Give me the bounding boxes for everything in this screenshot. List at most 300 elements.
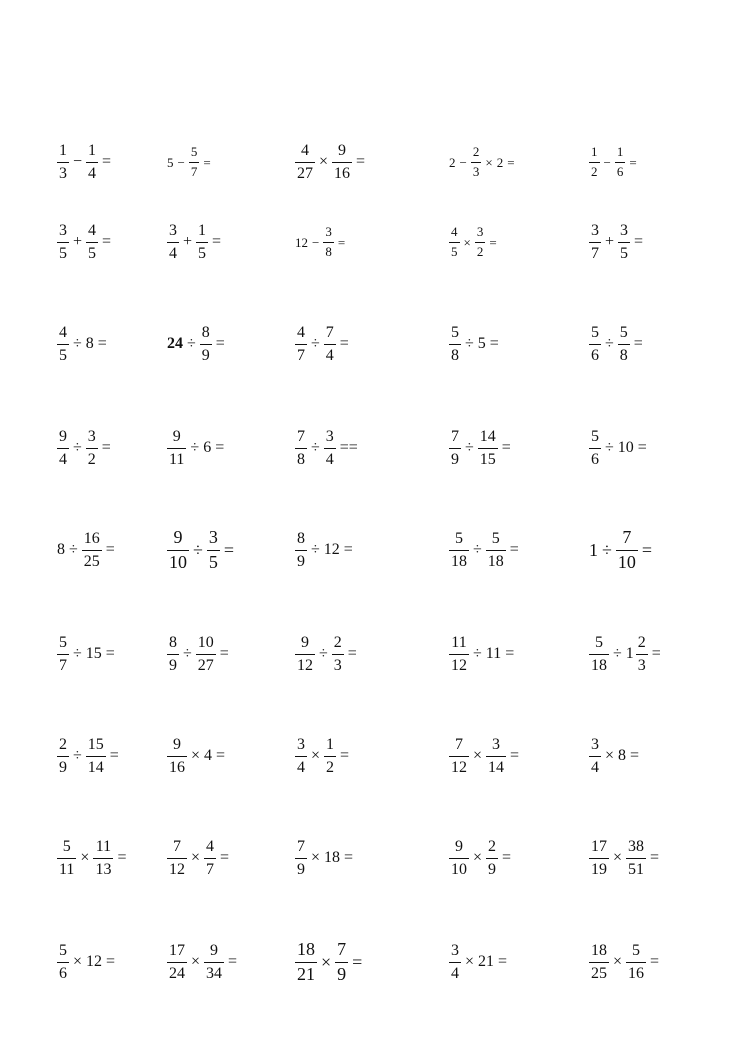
- numerator: 7: [325, 323, 334, 341]
- denominator: 4: [297, 758, 305, 776]
- fraction: [589, 942, 609, 982]
- denominator: 12: [169, 860, 185, 878]
- equals-sign: =: [203, 154, 211, 170]
- denominator: 4: [325, 346, 334, 364]
- fraction-bar: [589, 654, 609, 655]
- numerator: 5: [632, 941, 641, 959]
- fraction-bar: [86, 756, 106, 757]
- fraction-bar: [200, 344, 212, 345]
- math-problem: [448, 212, 500, 272]
- problem-row: [0, 828, 752, 888]
- denominator: 3: [472, 163, 480, 179]
- numerator: 7: [173, 837, 181, 855]
- number: 21: [478, 953, 495, 970]
- fraction-bar: [295, 162, 315, 163]
- operator: ÷: [183, 645, 192, 662]
- denominator: 9: [488, 860, 497, 878]
- operator: ×: [485, 154, 493, 170]
- fraction-bar: [189, 162, 200, 163]
- math-problem: [588, 212, 646, 272]
- fraction: [57, 142, 69, 182]
- numerator: 5: [59, 941, 67, 959]
- fraction: [196, 634, 216, 674]
- fraction: [167, 942, 187, 982]
- numerator: 2: [59, 735, 67, 753]
- fraction-bar: [486, 550, 506, 551]
- fraction-bar: [295, 858, 307, 859]
- numerator: 1: [59, 141, 67, 159]
- fraction-bar: [57, 654, 69, 655]
- numerator: 1: [591, 144, 598, 160]
- fraction: [167, 838, 187, 878]
- equals-sign: =: [97, 335, 107, 352]
- numerator: 8: [201, 323, 210, 341]
- math-problem: [448, 314, 502, 374]
- denominator: 8: [451, 346, 459, 364]
- denominator: 2: [326, 758, 335, 776]
- fraction-bar: [57, 756, 69, 757]
- number: 2: [449, 154, 456, 170]
- numerator: 5: [59, 633, 67, 651]
- denominator: 14: [87, 758, 104, 776]
- denominator: 9: [451, 450, 459, 468]
- math-problem: [294, 726, 352, 786]
- fraction-bar: [626, 858, 646, 859]
- equals-sign: =: [630, 747, 640, 764]
- denominator: 21: [297, 963, 315, 984]
- operator: ×: [605, 747, 615, 764]
- operator: ÷: [193, 540, 203, 560]
- math-problem: [588, 726, 642, 786]
- numerator: 3: [476, 224, 484, 240]
- problem-row: [0, 932, 752, 992]
- denominator: 3: [333, 656, 342, 674]
- fraction: [335, 940, 348, 985]
- math-problem: [448, 624, 517, 684]
- equals-sign: =: [212, 233, 222, 250]
- math-problem: [56, 624, 118, 684]
- equals-sign: =: [651, 645, 661, 662]
- equals-sign: =: [102, 153, 112, 170]
- fraction: [167, 428, 186, 468]
- fraction-bar: [449, 858, 469, 859]
- numerator: 9: [455, 837, 463, 855]
- fraction-bar: [636, 654, 648, 655]
- numerator: 9: [173, 526, 183, 547]
- operator: ÷: [190, 439, 200, 456]
- fraction-bar: [204, 858, 216, 859]
- number: 10: [617, 439, 634, 456]
- fraction: [636, 634, 648, 674]
- numerator: 15: [87, 735, 104, 753]
- operator: ×: [613, 953, 623, 970]
- math-problem: [166, 624, 232, 684]
- math-problem: [166, 828, 232, 888]
- fraction-bar: [323, 242, 334, 243]
- denominator: 15: [479, 450, 496, 468]
- numerator: 3: [492, 735, 501, 753]
- fraction: [589, 222, 601, 262]
- numerator: 1: [616, 144, 624, 160]
- denominator: 4: [451, 964, 459, 982]
- math-problem: [588, 624, 664, 684]
- operator: ÷: [73, 439, 82, 456]
- number: 12: [295, 234, 308, 250]
- operator: ÷: [465, 439, 474, 456]
- operator: ×: [191, 747, 201, 764]
- math-problem: [166, 212, 224, 272]
- equals-sign: =: [507, 154, 515, 170]
- operator: ÷: [465, 335, 474, 352]
- math-problem: [294, 828, 356, 888]
- equals-sign: =: [102, 233, 112, 250]
- operator: ×: [473, 849, 483, 866]
- numerator: 3: [169, 221, 177, 239]
- equals-sign: =: [650, 849, 660, 866]
- denominator: 9: [297, 552, 305, 570]
- fraction: [57, 428, 69, 468]
- denominator: 5: [451, 243, 458, 259]
- fraction-bar: [167, 448, 186, 449]
- fraction: [295, 142, 315, 182]
- number: 5: [167, 154, 174, 170]
- fraction-bar: [167, 962, 187, 963]
- math-problem: [56, 828, 129, 888]
- math-problem: [56, 418, 114, 478]
- denominator: 10: [169, 551, 187, 572]
- denominator: 12: [451, 758, 467, 776]
- numerator: 14: [479, 427, 496, 445]
- fraction-bar: [324, 344, 336, 345]
- math-problem: [166, 418, 227, 478]
- fraction: [589, 145, 600, 179]
- numerator: 3: [208, 526, 218, 547]
- fraction-bar: [295, 962, 317, 963]
- fraction-bar: [335, 962, 348, 963]
- operator: ×: [311, 849, 321, 866]
- fraction-bar: [589, 242, 601, 243]
- fraction-bar: [93, 858, 113, 859]
- fraction-bar: [167, 756, 187, 757]
- math-problem: [588, 520, 655, 580]
- denominator: 14: [488, 758, 505, 776]
- equals-sign: =: [505, 645, 515, 662]
- numerator: 7: [451, 427, 459, 445]
- math-problem: [166, 726, 228, 786]
- operator: ×: [473, 747, 483, 764]
- numerator: 5: [451, 323, 459, 341]
- fraction: [167, 634, 179, 674]
- numerator: 3: [620, 221, 629, 239]
- number: 24: [167, 335, 183, 352]
- fraction: [93, 838, 113, 878]
- fraction: [57, 222, 69, 262]
- math-problem: [294, 212, 348, 272]
- numerator: 5: [619, 323, 628, 341]
- math-problem: [56, 132, 114, 192]
- fraction: [589, 634, 609, 674]
- equals-sign: =: [489, 234, 497, 250]
- numerator: 4: [301, 141, 309, 159]
- numerator: 4: [88, 221, 97, 239]
- numerator: 3: [87, 427, 96, 445]
- fraction-bar: [486, 756, 506, 757]
- denominator: 25: [591, 964, 607, 982]
- number: 12: [323, 541, 340, 558]
- fraction: [475, 225, 486, 259]
- numerator: 7: [297, 837, 305, 855]
- fraction-bar: [204, 962, 224, 963]
- fraction: [618, 324, 630, 364]
- equals-sign: =: [223, 540, 235, 560]
- numerator: 9: [173, 735, 181, 753]
- fraction: [616, 528, 638, 573]
- fraction: [207, 528, 220, 573]
- equals-sign: =: [650, 953, 660, 970]
- fraction: [471, 145, 482, 179]
- equals-sign: =: [634, 233, 644, 250]
- denominator: 11: [59, 860, 75, 878]
- fraction-bar: [295, 654, 315, 655]
- numerator: 3: [59, 221, 67, 239]
- fraction-bar: [618, 344, 630, 345]
- math-problem: [56, 520, 118, 580]
- numerator: 3: [325, 427, 334, 445]
- operator: ×: [465, 953, 475, 970]
- fraction: [167, 528, 189, 573]
- math-problem: [588, 314, 646, 374]
- numerator: 1: [198, 221, 207, 239]
- math-problem: [56, 314, 110, 374]
- equals-sign: =: [347, 645, 357, 662]
- numerator: 17: [591, 837, 607, 855]
- fraction: [57, 942, 69, 982]
- fraction: [449, 736, 469, 776]
- operator: +: [73, 233, 83, 250]
- equals-sign: =: [356, 153, 366, 170]
- denominator: 4: [59, 450, 67, 468]
- numerator: 4: [206, 837, 215, 855]
- denominator: 9: [297, 860, 305, 878]
- fraction: [82, 530, 102, 570]
- operator: ×: [319, 153, 329, 170]
- fraction: [589, 838, 609, 878]
- math-problem: [166, 132, 214, 192]
- fraction: [295, 428, 307, 468]
- numerator: 5: [491, 529, 500, 547]
- equals-sign: =: [641, 540, 653, 560]
- math-problem: [588, 828, 662, 888]
- number: 8: [85, 335, 94, 352]
- number: 4: [204, 747, 213, 764]
- fraction: [57, 838, 76, 878]
- denominator: 2: [87, 450, 96, 468]
- operator: −: [459, 154, 467, 170]
- equals-sign: =: [502, 849, 512, 866]
- fraction: [204, 942, 224, 982]
- denominator: 7: [206, 860, 215, 878]
- fraction: [204, 838, 216, 878]
- fraction-bar: [295, 756, 307, 757]
- denominator: 51: [628, 860, 645, 878]
- equals-sign: =: [215, 439, 225, 456]
- denominator: 4: [591, 758, 599, 776]
- equals-sign: =: [216, 747, 226, 764]
- fraction: [295, 940, 317, 985]
- numerator: 2: [488, 837, 497, 855]
- fraction-bar: [615, 162, 626, 163]
- fraction-bar: [57, 344, 69, 345]
- fraction-bar: [618, 242, 630, 243]
- equals-sign: =: [509, 541, 519, 558]
- fraction-bar: [449, 756, 469, 757]
- fraction-bar: [589, 858, 609, 859]
- operator: ×: [80, 849, 90, 866]
- number: 11: [485, 645, 502, 662]
- fraction-bar: [57, 448, 69, 449]
- fraction-bar: [86, 448, 98, 449]
- fraction-bar: [589, 962, 609, 963]
- equals-sign: =: [629, 154, 637, 170]
- numerator: 38: [628, 837, 645, 855]
- fraction: [615, 145, 626, 179]
- numerator: 1: [88, 141, 97, 159]
- numerator: 7: [297, 427, 305, 445]
- problem-row: [0, 520, 752, 580]
- numerator: 2: [472, 144, 480, 160]
- operator: ÷: [311, 541, 320, 558]
- operator: −: [312, 234, 320, 250]
- fraction-bar: [449, 344, 461, 345]
- numerator: 17: [169, 941, 185, 959]
- operator: ÷: [73, 335, 82, 352]
- fraction: [449, 428, 461, 468]
- math-problem: [448, 418, 514, 478]
- equals-sign: =: [105, 645, 115, 662]
- operator: +: [605, 233, 615, 250]
- equals-sign: =: [340, 747, 350, 764]
- equals-sign: =: [219, 645, 229, 662]
- fraction-bar: [626, 962, 646, 963]
- math-problem: [448, 520, 522, 580]
- operator: ÷: [311, 439, 320, 456]
- numerator: 10: [197, 633, 214, 651]
- denominator: 10: [617, 551, 636, 572]
- fraction-bar: [86, 162, 98, 163]
- equals-sign: =: [337, 234, 346, 250]
- fraction: [295, 324, 307, 364]
- math-problem: [294, 418, 361, 478]
- operator: ÷: [73, 645, 82, 662]
- numerator: 8: [297, 529, 305, 547]
- operator: ×: [191, 849, 201, 866]
- fraction: [324, 428, 336, 468]
- numerator: 9: [301, 633, 309, 651]
- math-problem: [294, 520, 356, 580]
- problem-row: [0, 212, 752, 272]
- equals-sign: =: [106, 953, 116, 970]
- operator: ÷: [69, 541, 78, 558]
- equals-sign: =: [498, 953, 508, 970]
- denominator: 18: [487, 552, 504, 570]
- denominator: 19: [591, 860, 607, 878]
- fraction-bar: [589, 162, 600, 163]
- denominator: 5: [59, 346, 67, 364]
- fraction-bar: [449, 654, 469, 655]
- math-problem: [166, 520, 237, 580]
- number: 15: [85, 645, 102, 662]
- denominator: 16: [628, 964, 645, 982]
- fraction: [57, 634, 69, 674]
- fraction-bar: [295, 550, 307, 551]
- math-problem: [166, 314, 228, 374]
- fraction-bar: [332, 162, 352, 163]
- denominator: 9: [201, 346, 210, 364]
- equals-sign: =: [633, 335, 643, 352]
- equals-sign: =: [105, 541, 115, 558]
- numerator: 5: [595, 633, 603, 651]
- operator: ×: [73, 953, 83, 970]
- denominator: 9: [169, 656, 177, 674]
- fraction-bar: [167, 654, 179, 655]
- numerator: 2: [637, 633, 646, 651]
- fraction-bar: [449, 242, 460, 243]
- denominator: 12: [451, 656, 467, 674]
- operator: ÷: [605, 439, 614, 456]
- numerator: 2: [333, 633, 342, 651]
- equals-sign: =: [637, 439, 647, 456]
- operator: +: [183, 233, 193, 250]
- fraction: [332, 142, 352, 182]
- math-problem: [56, 726, 122, 786]
- equals-sign: =: [228, 953, 238, 970]
- numerator: 1: [326, 735, 335, 753]
- denominator: 18: [451, 552, 467, 570]
- fraction: [486, 530, 506, 570]
- denominator: 8: [297, 450, 305, 468]
- denominator: 34: [206, 964, 223, 982]
- number: 6: [203, 439, 212, 456]
- operator: ÷: [605, 335, 614, 352]
- problem-row: [0, 418, 752, 478]
- operator: −: [177, 154, 185, 170]
- fraction-bar: [324, 448, 336, 449]
- fraction: [486, 736, 506, 776]
- denominator: 7: [591, 244, 599, 262]
- denominator: 5: [59, 244, 67, 262]
- fraction: [167, 222, 179, 262]
- denominator: 9: [337, 963, 347, 984]
- numerator: 7: [337, 938, 347, 959]
- fraction: [589, 736, 601, 776]
- fraction-bar: [196, 654, 216, 655]
- fraction: [295, 838, 307, 878]
- fraction: [86, 736, 106, 776]
- numerator: 3: [591, 735, 599, 753]
- denominator: 2: [476, 243, 484, 259]
- fraction: [589, 324, 601, 364]
- number: 18: [324, 849, 341, 866]
- fraction: [295, 736, 307, 776]
- fraction-bar: [324, 756, 336, 757]
- numerator: 3: [297, 735, 305, 753]
- fraction: [86, 142, 98, 182]
- fraction-bar: [57, 858, 76, 859]
- fraction: [86, 222, 98, 262]
- denominator: 6: [591, 450, 599, 468]
- fraction-bar: [57, 242, 69, 243]
- denominator: 7: [59, 656, 67, 674]
